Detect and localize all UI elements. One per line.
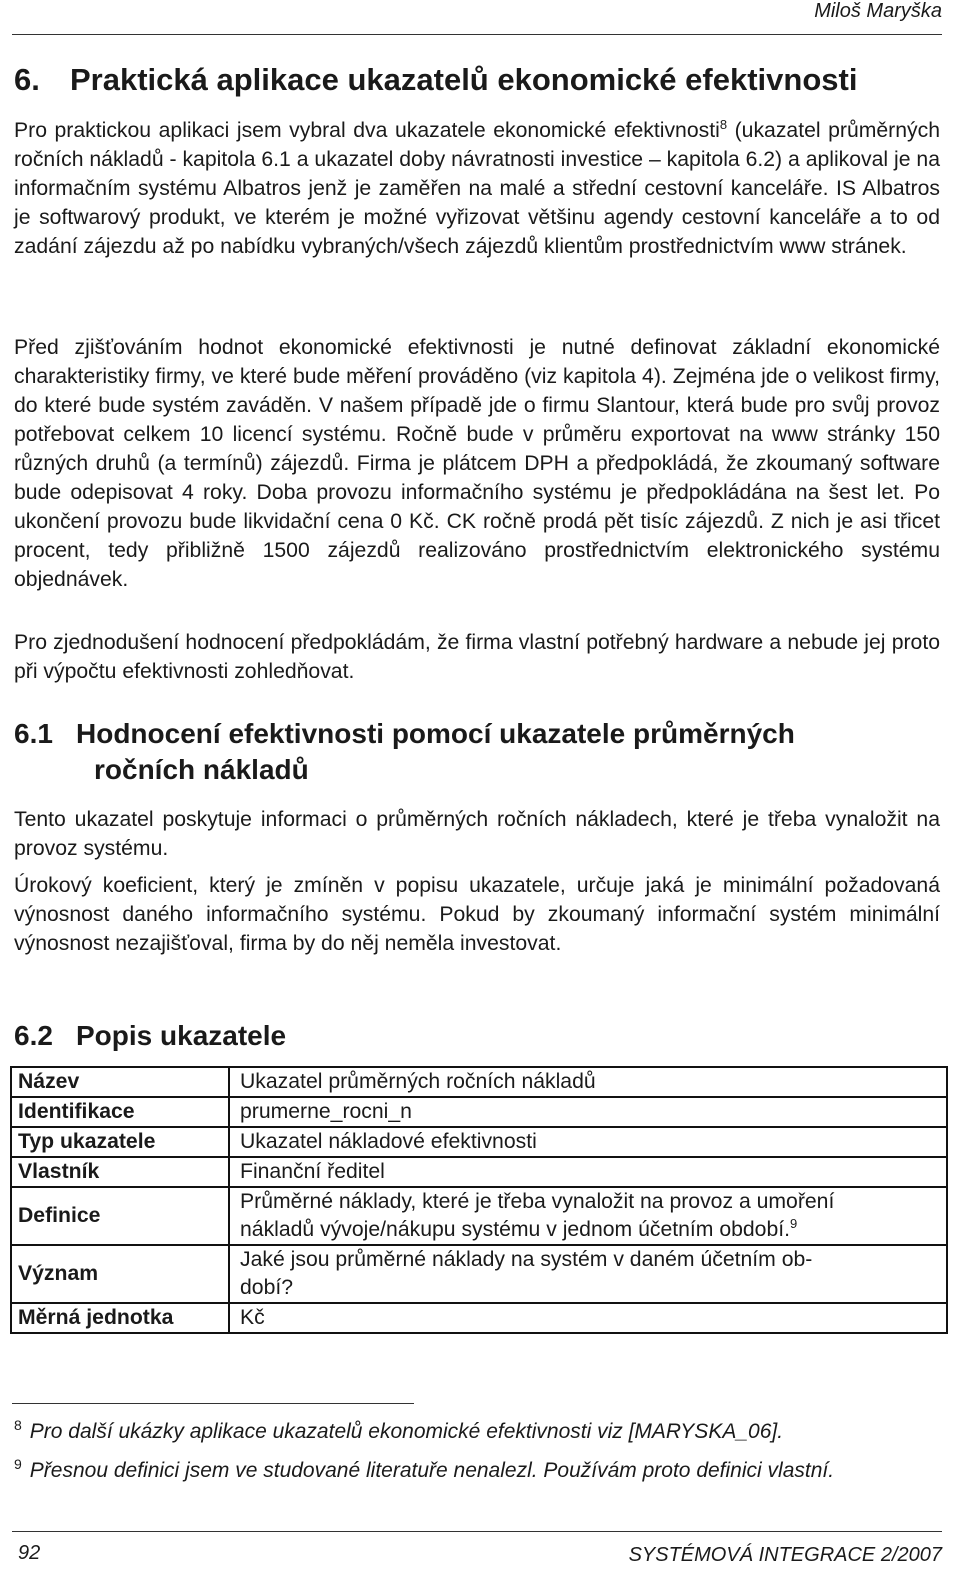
paragraph-hardware: Pro zjednodušení hodnocení předpokládám, že firma vlastní potřebný hardware a nebude jej proto při výpočtu efektivnosti zohledňovat. xyxy=(14,631,940,683)
footnote-9 xyxy=(14,1449,940,1486)
indicator-description-table xyxy=(10,1066,948,1334)
definition-line1: Průměrné náklady, které je třeba vynaložit na provoz a umoření xyxy=(240,1190,835,1213)
table-key: Název xyxy=(11,1067,229,1097)
table-value xyxy=(229,1245,947,1303)
paragraph-intro-part2: (ukazatel průměrných ročních nákladů - kapitola 6.1 a ukazatel doby návratnosti investice – kapitola 6.2) a aplikoval je na informačním systému Albatros jenž je zaměřen na malé a střední cestovní kanceláře. IS Albatros je softwarový produkt, ve kterém je možné vyřizovat většinu agendy cestovní kanceláře a to od zadání zájezdu až po nabídku vybraných/všech zájezdů klientům prostřednictvím www stránek. xyxy=(14,119,940,258)
section-6-number: 6. xyxy=(14,62,40,97)
footnote-9-number: 9 xyxy=(14,1456,22,1472)
table-key: Měrná jednotka xyxy=(11,1303,229,1333)
table-value: Ukazatel průměrných ročních nákladů xyxy=(229,1067,947,1097)
footnote-8-number: 8 xyxy=(14,1417,22,1433)
section-6-title: Praktická aplikace ukazatelů ekonomické efektivnosti xyxy=(70,62,858,97)
table-value: Ukazatel nákladové efektivnosti xyxy=(229,1127,947,1157)
section-6-2-number: 6.2 xyxy=(14,1020,53,1051)
page-number: 92 xyxy=(18,1542,41,1564)
table-key: Vlastník xyxy=(11,1157,229,1187)
paragraph-characteristics: Před zjišťováním hodnot ekonomické efektivnosti je nutné definovat základní ekonomické charakteristiky firmy, ve které bude měření prováděno (viz kapitola 4). Zejména jde o velikost firmy, do které bude systém zaváděn. V našem případě jde o firmu Slantour, která bude pro svůj provoz potřebovat celkem 10 licencí systému. Ročně bude v průměru exportovat na www stránky 150 různých druhů (a termínů) zájezdů. Firma je plátcem DPH a předpokládá, že zkoumaný software bude odepisovat 4 roky. Doba provozu informačního systému je předpokládána na šest let. Po ukončení provozu bude likvidační cena 0 Kč. CK ročně prodá pět tisíc zájezdů. Z nich je asi třicet procent, tedy přibližně 1500 zájezdů realizováno prostřednictvím elektronického systému objednávek. xyxy=(14,336,940,591)
section-6-1-number: 6.1 xyxy=(14,718,53,749)
meaning-line1: Jaké jsou průměrné náklady na systém v daném účetním ob- xyxy=(240,1248,813,1271)
table-value: prumerne_rocni_n xyxy=(229,1097,947,1127)
table-value: Kč xyxy=(229,1303,947,1333)
table-row xyxy=(11,1097,947,1127)
footnote-8-text: Pro další ukázky aplikace ukazatelů ekonomické efektivnosti viz [MARYSKA_06]. xyxy=(29,1420,784,1443)
table-key: Definice xyxy=(11,1187,229,1245)
section-6-heading xyxy=(14,62,857,98)
footnote-ref-9: 9 xyxy=(790,1215,798,1231)
journal-name: SYSTÉMOVÁ INTEGRACE 2/2007 xyxy=(628,1544,942,1566)
header-rule xyxy=(12,34,942,35)
footnote-9-text: Přesnou definici jsem ve studované literatuře nenalezl. Používám proto definici vlastní. xyxy=(29,1459,835,1482)
table-row xyxy=(11,1303,947,1333)
footnote-rule xyxy=(12,1403,414,1404)
table-row xyxy=(11,1187,947,1245)
paragraph-indicator-info: Tento ukazatel poskytuje informaci o průměrných ročních nákladech, které je třeba vynaložit na provoz systému. xyxy=(14,808,940,860)
footer-rule xyxy=(12,1531,942,1532)
section-6-1-title-line1: Hodnocení efektivnosti pomocí ukazatele průměrných xyxy=(76,718,795,749)
section-6-1-heading xyxy=(14,716,795,788)
running-header-author: Miloš Maryška xyxy=(814,0,942,22)
meaning-line2: dobí? xyxy=(240,1276,294,1299)
paragraph-intro xyxy=(14,116,940,261)
table-key: Typ ukazatele xyxy=(11,1127,229,1157)
footnote-8 xyxy=(14,1410,940,1447)
table-key: Identifikace xyxy=(11,1097,229,1127)
paragraph-interest-coefficient: Úrokový koeficient, který je zmíněn v popisu ukazatele, určuje jaká je minimální požadovaná výnosnost daného informačního systému. Pokud by zkoumaný informační systém minimální výnosnost nezajišťoval, firma by do něj neměla investovat. xyxy=(14,874,940,955)
table-row xyxy=(11,1245,947,1303)
definition-line2: nákladů vývoje/nákupu systému v jednom účetním období. xyxy=(240,1218,791,1241)
table-value xyxy=(229,1187,947,1245)
paragraph-intro-part1: Pro praktickou aplikaci jsem vybral dva ukazatele ekonomické efektivnosti xyxy=(14,119,720,142)
table-key: Význam xyxy=(11,1245,229,1303)
table-row xyxy=(11,1067,947,1097)
table-value: Finanční ředitel xyxy=(229,1157,947,1187)
footnote-ref-8: 8 xyxy=(719,116,728,132)
table-row xyxy=(11,1127,947,1157)
section-6-2-heading xyxy=(14,1018,286,1054)
section-6-1-title-line2: ročních nákladů xyxy=(94,754,309,785)
section-6-2-title: Popis ukazatele xyxy=(76,1020,287,1051)
table-row xyxy=(11,1157,947,1187)
